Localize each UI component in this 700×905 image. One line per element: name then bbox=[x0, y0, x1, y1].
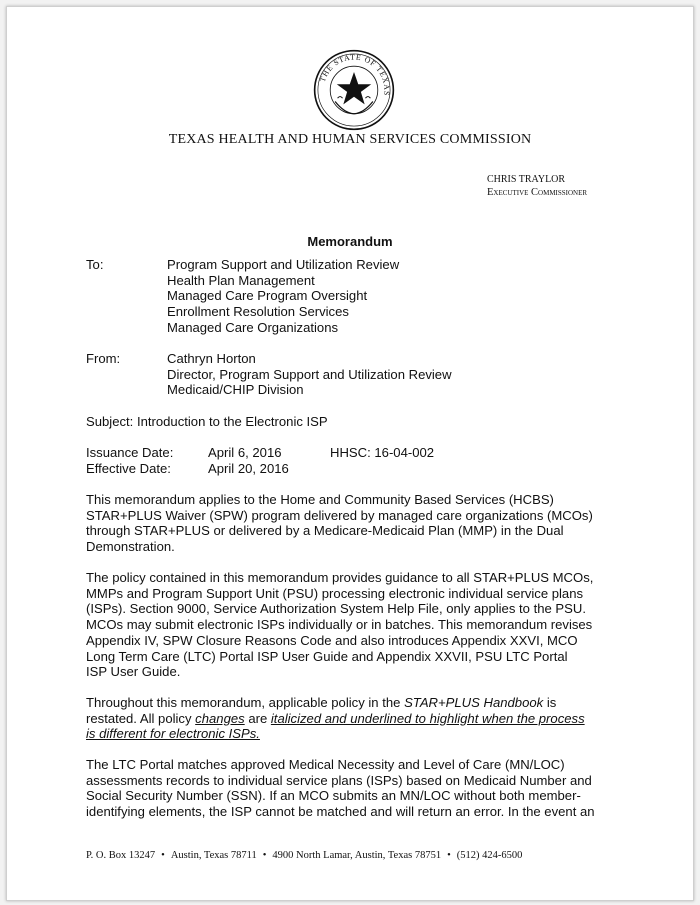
bullet-separator: • bbox=[262, 850, 267, 861]
text-run: Throughout this memorandum, applicable policy in the bbox=[86, 695, 405, 710]
paragraph-line: (ISPs). Section 9000, Service Authorization System Help File, only applies to the PSU. bbox=[86, 601, 586, 617]
to-recipients bbox=[167, 257, 399, 336]
effective-date: April 20, 2016 bbox=[208, 460, 289, 476]
paragraph-line: Appendix IV, SPW Closure Reasons Code and also introduces Appendix XXVI, MCO bbox=[86, 632, 578, 648]
paragraph-line bbox=[86, 695, 626, 711]
paragraph-line: assessments records to individual service plans (ISPs) based on Medicaid Number and bbox=[86, 772, 592, 788]
paragraph-policy bbox=[86, 570, 626, 680]
footer-address bbox=[86, 850, 522, 861]
from-label: From: bbox=[86, 351, 121, 366]
sender-line: Director, Program Support and Utilization Review bbox=[167, 366, 452, 382]
paragraph-line bbox=[86, 711, 626, 727]
paragraph-formatting bbox=[86, 695, 626, 742]
star-icon bbox=[337, 72, 371, 104]
to-label: To: bbox=[86, 257, 104, 272]
paragraph-line: Long Term Care (LTC) Portal ISP User Guide and Appendix XXVII, PSU LTC Portal bbox=[86, 648, 568, 664]
hhsc-number: HHSC: 16-04-002 bbox=[330, 445, 435, 460]
sender-line: Cathryn Horton bbox=[167, 351, 256, 366]
emphasis-text: is different for electronic ISPs. bbox=[86, 726, 260, 742]
footer-po-box: P. O. Box 13247 bbox=[86, 850, 156, 861]
text-run: restated. All policy bbox=[86, 710, 196, 726]
footer-phone: (512) 424-6500 bbox=[456, 850, 523, 861]
paragraph-line: The LTC Portal matches approved Medical Necessity and Level of Care (MN/LOC) bbox=[86, 757, 565, 772]
paragraph-line: MCOs may submit electronic ISPs individually or in batches. This memorandum revises bbox=[86, 617, 593, 633]
executive-name: CHRIS TRAYLOR bbox=[487, 174, 566, 185]
paragraph-line bbox=[86, 726, 626, 742]
handbook-title: STAR+PLUS Handbook bbox=[404, 695, 544, 710]
executive-block bbox=[487, 173, 587, 199]
effective-label: Effective Date: bbox=[86, 460, 171, 476]
paragraph-ltc-portal bbox=[86, 757, 626, 820]
paragraph-line: Social Security Number (SSN). If an MCO submits an MN/LOC without both member- bbox=[86, 788, 581, 804]
paragraph-line: This memorandum applies to the Home and Community Based Services (HCBS) bbox=[86, 492, 554, 507]
issuance-date: April 6, 2016 bbox=[208, 445, 282, 460]
text-run: are bbox=[244, 710, 271, 726]
recipient-line: Program Support and Utilization Review bbox=[167, 257, 400, 272]
sender-line: Medicaid/CHIP Division bbox=[167, 382, 304, 398]
recipient-line: Managed Care Organizations bbox=[167, 319, 339, 335]
paragraph-line: identifying elements, the ISP cannot be matched and will return an error. In the event an bbox=[86, 804, 595, 820]
paragraph-line: STAR+PLUS Waiver (SPW) program delivered by managed care organizations (MCOs) bbox=[86, 507, 593, 523]
from-sender bbox=[167, 351, 452, 398]
footer-street: 4900 North Lamar, Austin, Texas 78751 bbox=[272, 850, 442, 861]
memo-title: Memorandum bbox=[307, 234, 393, 249]
recipient-line: Health Plan Management bbox=[167, 272, 315, 288]
emphasis-text: italicized and underlined to highlight when the process bbox=[270, 710, 585, 726]
emphasis-changes: changes bbox=[195, 710, 245, 726]
seal-text: THE STATE OF TEXAS bbox=[317, 52, 392, 97]
recipient-line: Enrollment Resolution Services bbox=[167, 304, 349, 320]
paragraph-line: ISP User Guide. bbox=[86, 664, 181, 680]
text-run: is bbox=[543, 695, 557, 710]
bullet-separator: • bbox=[161, 850, 165, 861]
executive-title: Executive Commissioner bbox=[487, 187, 588, 198]
paragraph-scope bbox=[86, 492, 626, 555]
footer-city: Austin, Texas 78711 bbox=[170, 850, 257, 861]
recipient-line: Managed Care Program Oversight bbox=[167, 288, 368, 304]
issuance-label: Issuance Date: bbox=[86, 445, 174, 460]
texas-state-seal bbox=[313, 49, 395, 131]
bullet-separator: • bbox=[447, 850, 451, 861]
subject-line: Subject: Introduction to the Electronic ISP bbox=[86, 414, 328, 429]
paragraph-line: MMPs and Program Support Unit (PSU) processing electronic individual service plans bbox=[86, 585, 584, 601]
paragraph-line: The policy contained in this memorandum provides guidance to all STAR+PLUS MCOs, bbox=[86, 570, 594, 585]
paragraph-line: through STAR+PLUS or delivered by a Medicare-Medicaid Plan (MMP) in the Dual bbox=[86, 523, 564, 539]
memo-page bbox=[6, 6, 694, 901]
commission-name: TEXAS HEALTH AND HUMAN SERVICES COMMISSION bbox=[168, 132, 532, 147]
paragraph-line: Demonstration. bbox=[86, 539, 175, 555]
